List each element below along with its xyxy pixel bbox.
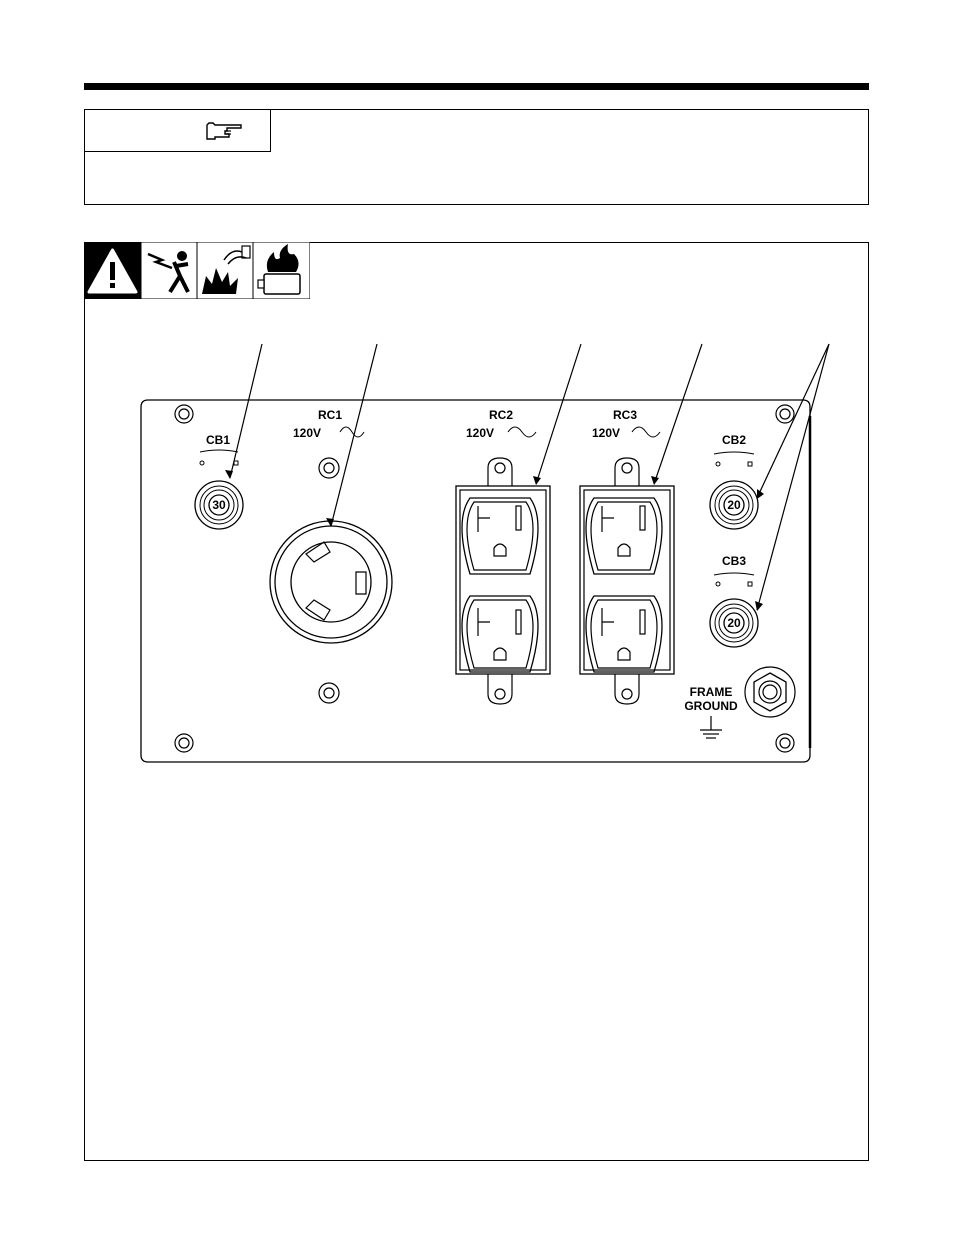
cb1-circuit-breaker[interactable] xyxy=(195,481,243,529)
callout-lines xyxy=(230,344,829,610)
corner-screw xyxy=(175,734,193,752)
cb2-label: CB2 xyxy=(722,433,747,447)
cb1-rating: 30 xyxy=(212,498,226,512)
callout-arrowheads xyxy=(225,470,764,611)
rc3-label: RC3 xyxy=(613,408,638,422)
cb2-circuit-breaker[interactable] xyxy=(710,481,758,529)
ground-label-line1: FRAME xyxy=(689,685,733,699)
rc2-label: RC2 xyxy=(489,408,514,422)
rc3-ac-symbol xyxy=(632,427,660,437)
frame-ground-terminal[interactable] xyxy=(745,667,795,717)
cb3-circuit-breaker[interactable] xyxy=(710,599,758,647)
rc1-mount-screw xyxy=(319,458,339,478)
rc1-mount-screw xyxy=(319,683,339,703)
corner-screw xyxy=(776,734,794,752)
ground-symbol-icon xyxy=(700,716,722,738)
rc3-duplex-receptacle[interactable] xyxy=(580,458,674,704)
ground-label-line2: GROUND xyxy=(684,699,738,713)
corner-screw xyxy=(776,405,794,423)
rc1-twist-lock-receptacle[interactable] xyxy=(270,521,392,643)
cb2-rating: 20 xyxy=(727,498,741,512)
rc2-ac-symbol xyxy=(508,427,536,437)
rc2-duplex-receptacle[interactable] xyxy=(456,458,550,704)
cb1-label: CB1 xyxy=(206,433,231,447)
rc3-voltage: 120V xyxy=(592,426,621,440)
rc2-voltage: 120V xyxy=(466,426,495,440)
rc1-voltage: 120V xyxy=(293,426,322,440)
rc1-label: RC1 xyxy=(318,408,343,422)
cb3-label: CB3 xyxy=(722,554,747,568)
corner-screw xyxy=(175,405,193,423)
rc1-ac-symbol xyxy=(340,427,364,437)
cb3-rating: 20 xyxy=(727,616,741,630)
